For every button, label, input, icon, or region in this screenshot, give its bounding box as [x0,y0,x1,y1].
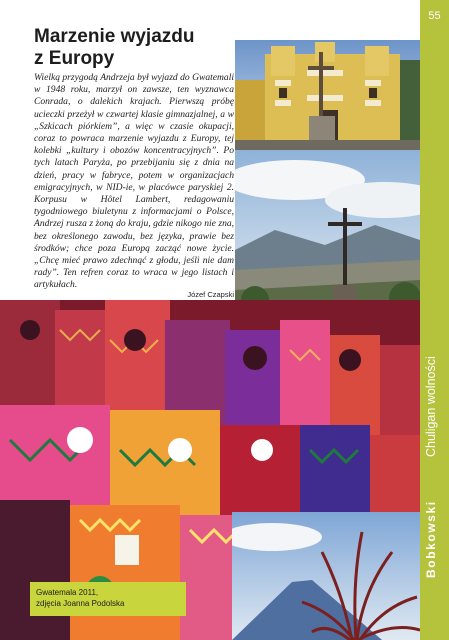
section-label: Chuligan wolności [424,356,438,457]
article-author: Józef Czapski [187,290,234,299]
article-title-line2: z Europy [34,48,115,69]
page-number: 55 [428,10,441,22]
volcano-palm-photo [232,512,420,640]
brand-label: Bobkowski [424,500,438,578]
article-title [34,26,234,70]
hill-cross-photo [235,150,420,318]
caption-line1: Gwatemala 2011, [36,588,99,597]
article-body: Wielką przygodą Andrzeja był wyjazd do Gwatemali w 1948 roku, marzył on zawsze, ten wyznawca Conrada, o dalekich krajach. Pierwszą próbę ucieczki przeżył w czwartej klasie gimnazjalnej, a w „Szkicach piórkiem”, a więc w czasie okupacji, coraz to powraca marzenie wyjazdu z Europy, tej kolebki „kultury i obozów koncentracyjnych”. Po tych latach Paryża, po przebijaniu się z dnia na dzień, pracy w fabryce, potem w organizacjach emigracyjnych, w NID-ie, w placówce paryskiej 2. Korpusu w Hôtel Lambert, redagowaniu tygodniowego biuletynu z informacjami o Polsce, Andrzej rusza z żoną do kraju, gdzie nikogo nie zna, bez określonego zawodu, bez języka, prawie bez środków; chce poza Europą zacząć nowe życie. „Chcę mieć prawo zdechnąć z głodu, jeśli nie dam rady”. Ten refren coraz to wraca w jego listach i artykułach. [34,72,234,291]
page-side-strip [420,0,449,640]
church-photo [235,40,420,150]
caption-line2: zdjęcia Joanna Podolska [36,599,125,608]
photo-caption [30,582,186,616]
article-title-line1: Marzenie wyjazdu [34,26,195,47]
